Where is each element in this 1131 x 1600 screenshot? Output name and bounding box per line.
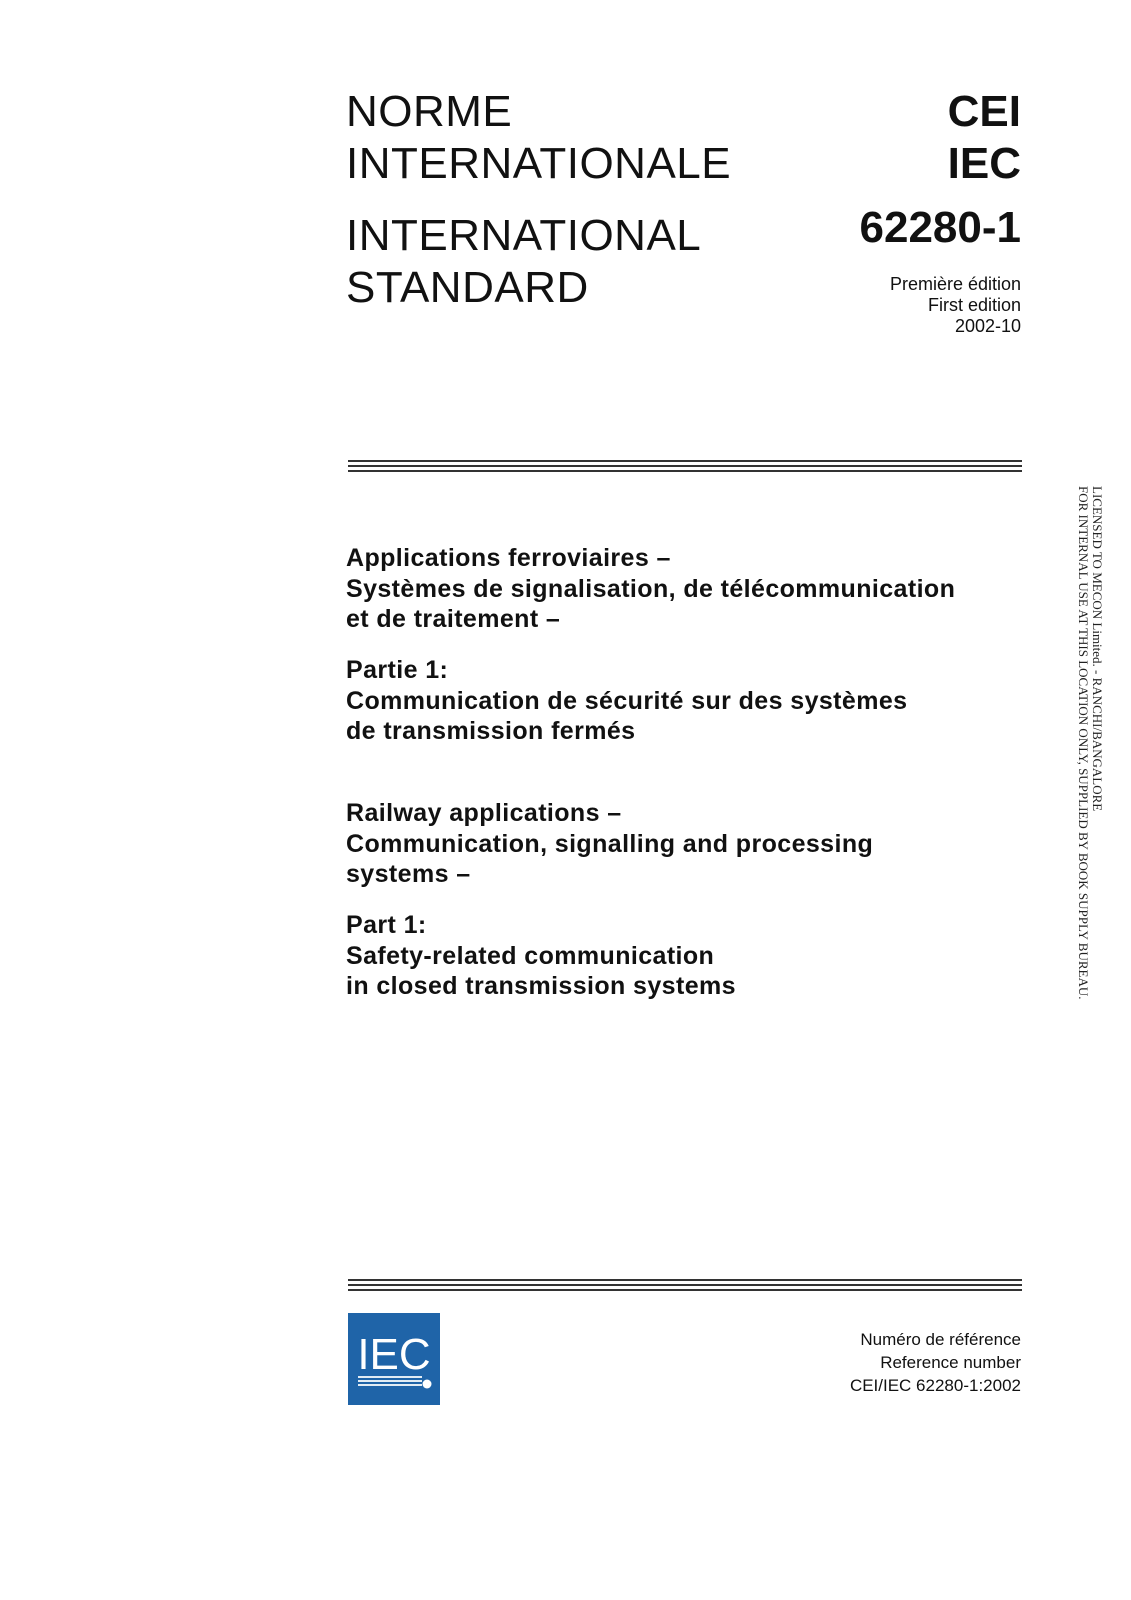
top-divider [348, 460, 1022, 472]
standard-identifier [721, 86, 1021, 337]
en-part-line1: Safety-related communication [346, 941, 715, 970]
license-line1: LICENSED TO MECON Limited. - RANCHI/BANGALORE [1090, 486, 1105, 812]
fr-part-label: Partie 1: [346, 656, 449, 684]
french-title [346, 543, 1026, 635]
org-fr: CEI [947, 87, 1021, 136]
en-part-label: Part 1: [346, 911, 427, 939]
french-part [346, 655, 1026, 747]
fr-title-line2: Systèmes de signalisation, de télécommunication [346, 574, 956, 603]
fr-part-line1: Communication de sécurité sur des systèmes [346, 686, 908, 715]
fr-part-line2: de transmission fermés [346, 717, 636, 745]
edition-fr: Première édition [889, 274, 1021, 294]
en-title-line3: systems – [346, 860, 471, 888]
reference-number-block [850, 1328, 1021, 1397]
fr-title-line3: et de traitement – [346, 605, 561, 633]
iec-logo [348, 1313, 440, 1405]
reference-label-fr: Numéro de référence [860, 1330, 1021, 1349]
title-fr-line2: INTERNATIONALE [346, 139, 732, 188]
edition-info [721, 274, 1021, 337]
logo-text: IEC [357, 1330, 431, 1379]
standard-number: 62280-1 [859, 203, 1021, 252]
iec-logo-mark [348, 1313, 440, 1405]
reference-value: CEI/IEC 62280-1:2002 [849, 1376, 1021, 1395]
edition-en: First edition [927, 295, 1021, 315]
license-line2: FOR INTERNAL USE AT THIS LOCATION ONLY, SUPPLIED BY BOOK SUPPLY BUREAU. [1076, 486, 1091, 1000]
license-notice [1064, 486, 1104, 1086]
title-en-line1: INTERNATIONAL [346, 211, 702, 260]
english-title [346, 798, 1026, 890]
fr-title-line1: Applications ferroviaires – [346, 544, 671, 572]
bottom-divider [348, 1279, 1022, 1291]
title-en-line2: STANDARD [346, 263, 589, 312]
en-title-line1: Railway applications – [346, 799, 622, 827]
title-fr-line1: NORME [346, 87, 513, 136]
publication-date: 2002-10 [954, 316, 1021, 336]
reference-label-en: Reference number [880, 1353, 1021, 1372]
org-en: IEC [947, 139, 1021, 188]
english-part [346, 910, 1026, 1002]
en-part-line2: in closed transmission systems [346, 972, 736, 1000]
en-title-line2: Communication, signalling and processing [346, 829, 874, 858]
